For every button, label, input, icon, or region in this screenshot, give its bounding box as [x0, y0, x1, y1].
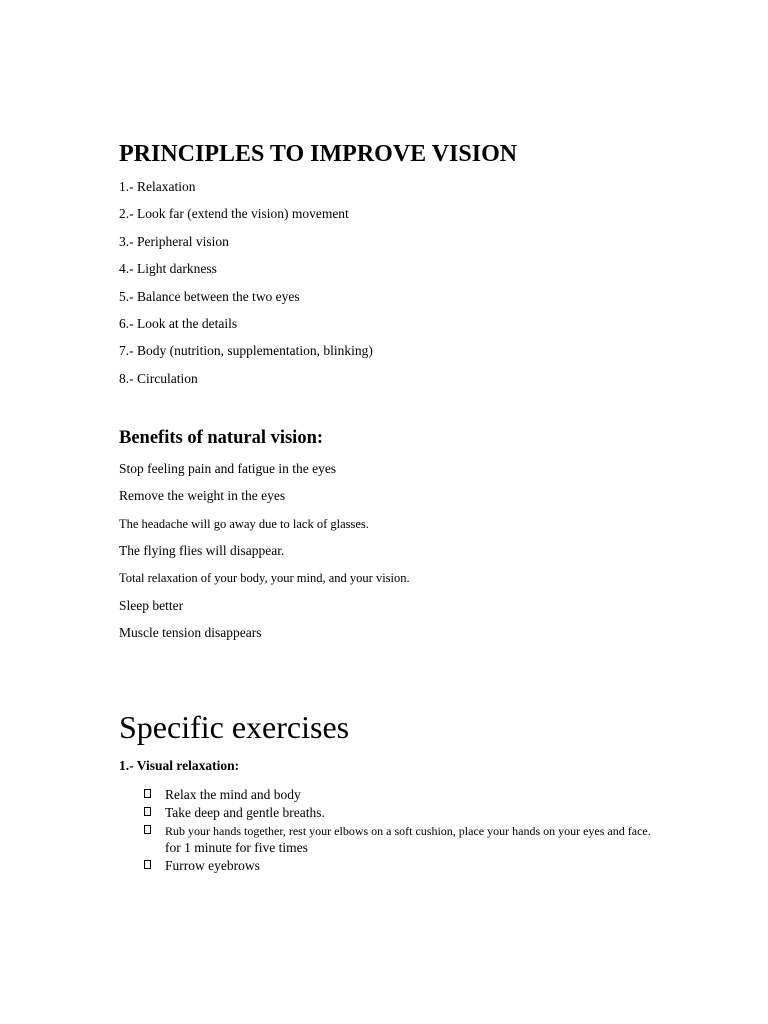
- principle-item: 5.- Balance between the two eyes: [119, 289, 300, 304]
- exercise-step: Rub your hands together, rest your elbows on a soft cushion, place your hands on your eyes and face.: [165, 824, 651, 838]
- principle-item: 2.- Look far (extend the vision) movement: [119, 206, 349, 221]
- principle-item: 6.- Look at the details: [119, 316, 238, 331]
- principle-item: 8.- Circulation: [119, 371, 198, 386]
- benefit-item: Remove the weight in the eyes: [119, 488, 286, 503]
- exercises-title: Specific exercises: [119, 709, 350, 745]
- visual-relaxation-title: 1.- Visual relaxation:: [119, 758, 240, 773]
- principle-item: 4.- Light darkness: [119, 261, 217, 276]
- checkbox-bullet-icon: [144, 807, 151, 816]
- benefit-item: The headache will go away due to lack of glasses.: [119, 517, 369, 531]
- checkbox-bullet-icon: [144, 825, 151, 834]
- exercise-step: Relax the mind and body: [165, 787, 301, 802]
- principle-item: 7.- Body (nutrition, supplementation, blinking): [119, 343, 373, 358]
- principles-title: PRINCIPLES TO IMPROVE VISION: [119, 141, 518, 167]
- benefit-item: Muscle tension disappears: [119, 625, 262, 640]
- principle-item: 1.- Relaxation: [119, 179, 196, 194]
- benefit-item: Sleep better: [119, 598, 184, 613]
- checkbox-bullet-icon: [144, 789, 151, 798]
- checkbox-bullet-icon: [144, 860, 151, 869]
- exercise-step: Take deep and gentle breaths.: [165, 805, 325, 820]
- exercise-step-continuation: for 1 minute for five times: [165, 840, 308, 855]
- benefit-item: Total relaxation of your body, your mind, and your vision.: [119, 571, 410, 585]
- exercise-step: Furrow eyebrows: [165, 858, 260, 873]
- benefit-item: Stop feeling pain and fatigue in the eyes: [119, 461, 337, 476]
- benefit-item: The flying flies will disappear.: [119, 543, 285, 558]
- principle-item: 3.- Peripheral vision: [119, 234, 229, 249]
- benefits-title: Benefits of natural vision:: [119, 428, 324, 448]
